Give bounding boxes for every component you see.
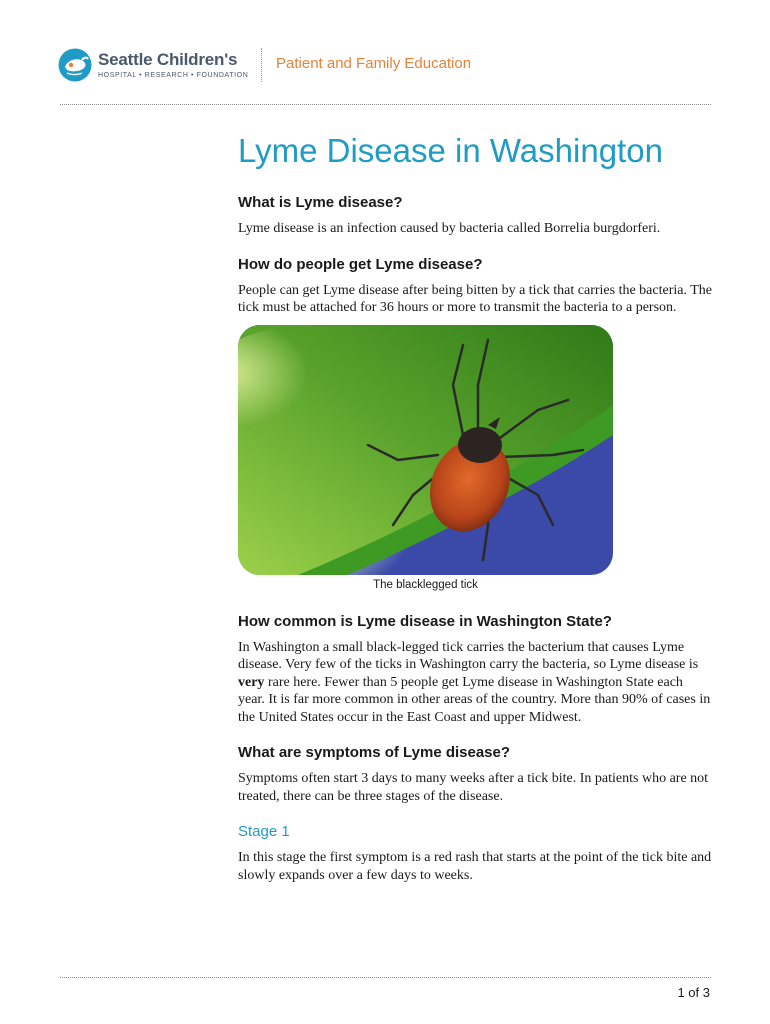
page-header <box>58 44 718 88</box>
body-text-b: rare here. Fewer than 5 people get Lyme disease in Washington State each year. It is far more common in other areas of the country. More than 90% of cases in the United States occur in the East Coast and upper Midwest. <box>238 674 711 725</box>
figure-caption: The blacklegged tick <box>373 578 478 591</box>
brand-subtitle: HOSPITAL • RESEARCH • FOUNDATION <box>98 72 249 79</box>
header-rule <box>60 104 711 105</box>
section-body-how-common <box>238 639 712 727</box>
tick-photo <box>238 325 613 575</box>
body-text-a: In Washington a small black-legged tick carries the bacterium that causes Lyme disease. Very few of the ticks in Washington carry the bacteria, so Lyme disease is <box>238 639 699 672</box>
brand-name: Seattle Children's <box>98 50 238 69</box>
header-divider <box>261 48 262 82</box>
section-heading-how-get: How do people get Lyme disease? <box>238 255 483 273</box>
section-heading-how-common: How common is Lyme disease in Washington State? <box>238 612 612 630</box>
tick-figure <box>238 325 613 591</box>
program-name: Patient and Family Education <box>276 55 472 72</box>
subheading-stage-1: Stage 1 <box>238 823 290 840</box>
section-body-how-get: People can get Lyme disease after being bitten by a tick that carries the bacteria. The tick must be attached for 36 hours or more to transmit the bacteria to a person. <box>238 282 712 315</box>
section-heading-symptoms: What are symptoms of Lyme disease? <box>238 744 511 761</box>
main-content <box>238 130 712 902</box>
seattle-childrens-whale-logo-icon <box>58 48 92 82</box>
page-number: 1 of 3 <box>677 985 710 1000</box>
section-body-symptoms: Symptoms often start 3 days to many weeks after a tick bite. In patients who are not treated, there can be three stages of the disease. <box>238 771 709 804</box>
section-body-stage-1: In this stage the first symptom is a red rash that starts at the point of the tick bite and slowly expands over a few days to weeks. <box>238 850 712 883</box>
section-body-what-is: Lyme disease is an infection caused by bacteria called Borrelia burgdorferi. <box>238 221 661 236</box>
footer-rule <box>60 977 711 978</box>
emphasis-very: very <box>238 674 265 690</box>
section-heading-what-is: What is Lyme disease? <box>238 194 403 211</box>
page-title: Lyme Disease in Washington <box>238 132 663 169</box>
